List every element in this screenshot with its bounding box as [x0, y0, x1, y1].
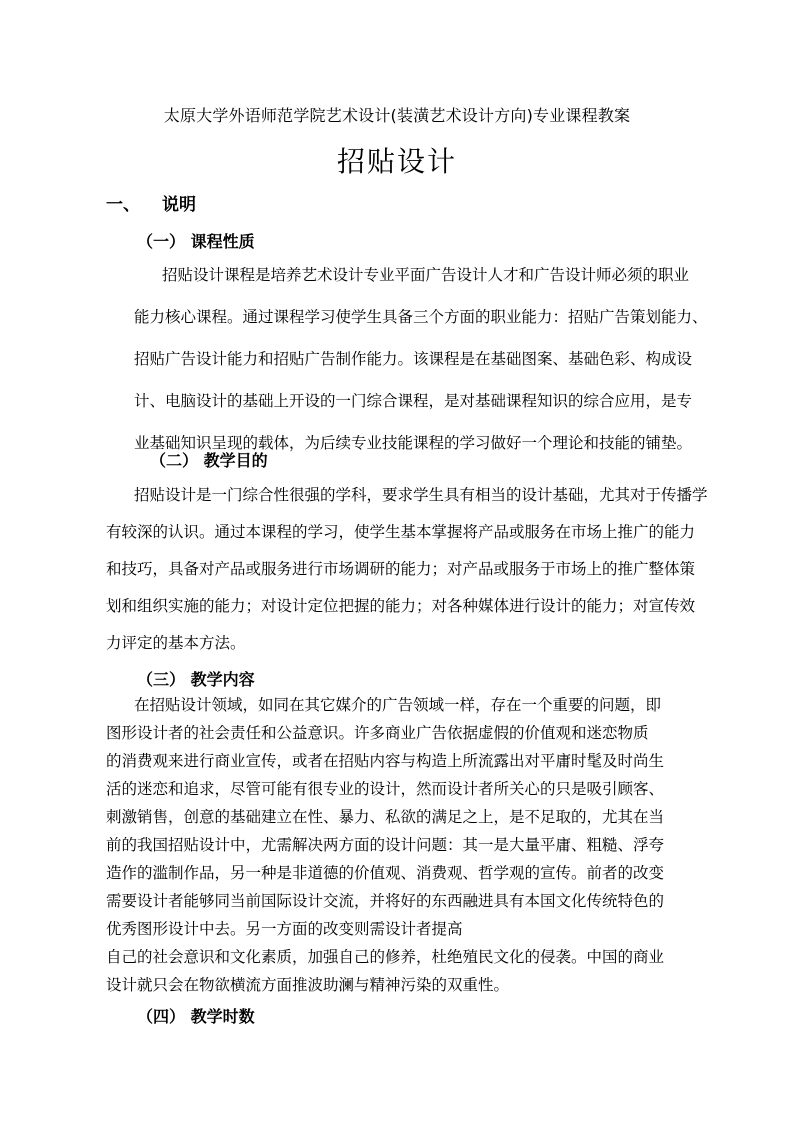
text-line: 力评定的基本方法。 — [106, 634, 246, 652]
section-label: 说明 — [162, 195, 196, 215]
text-line: 和技巧，具备对产品或服务进行市场调研的能力；对产品或服务于市场上的推广整体策 — [106, 560, 696, 578]
text-line: 自己的社会意识和文化素质，加强自己的修养，杜绝殖民文化的侵袭。中国的商业 — [106, 948, 665, 966]
text-line: 能力核心课程。通过课程学习使学生具备三个方面的职业能力：招贴广告策划能力、 — [134, 308, 708, 326]
subsection-heading-2: （二） 教学目的 — [150, 451, 268, 470]
subsection-heading-1: （一） 课程性质 — [137, 232, 255, 251]
text-line: 有较深的认识。通过本课程的学习，使学生基本掌握将产品或服务在市场上推广的能力 — [106, 523, 696, 541]
text-line: 设计就只会在物欲横流方面推波助澜与精神污染的双重性。 — [106, 976, 510, 994]
text-line: 活的迷恋和追求，尽管可能有很专业的设计，然而设计者所关心的只是吸引顾客、 — [106, 780, 665, 798]
text-line: 招贴设计课程是培养艺术设计专业平面广告设计人才和广告设计师必须的职业 — [162, 266, 690, 284]
text-line: 招贴广告设计能力和招贴广告制作能力。该课程是在基础图案、基础色彩、构成设 — [134, 350, 693, 368]
text-line: 计、电脑设计的基础上开设的一门综合课程，是对基础课程知识的综合应用，是专 — [134, 392, 693, 410]
text-line: 图形设计者的社会责任和公益意识。许多商业广告依据虚假的价值观和迷恋物质 — [106, 724, 649, 742]
section-heading-1 — [106, 190, 196, 215]
paragraph-teaching-goal — [106, 477, 708, 662]
text-line: 的消费观来进行商业宣传，或者在招贴内容与构造上所流露出对平庸时髦及时尚生 — [106, 752, 665, 770]
paragraph-teaching-content — [106, 691, 688, 999]
course-header: 太原大学外语师范学院艺术设计(装潢艺术设计方向)专业课程教案 — [163, 106, 631, 125]
text-line: 前的我国招贴设计中，尤需解决两方面的设计问题：其一是大量平庸、粗糙、浮夸 — [106, 836, 665, 854]
text-line: 招贴设计是一门综合性很强的学科，要求学生具有相当的设计基础，尤其对于传播学 — [134, 486, 708, 504]
subsection-heading-4: （四） 教学时数 — [137, 1007, 255, 1026]
subsection-heading-3: （三） 教学内容 — [137, 670, 255, 689]
section-number: 一、 — [106, 195, 140, 215]
text-line: 在招贴设计领域，如同在其它媒介的广告领域一样，存在一个重要的问题，即 — [134, 696, 662, 714]
page-title: 招贴设计 — [336, 145, 457, 178]
text-line: 刺激销售，创意的基础建立在性、暴力、私欲的满足之上，是不足取的，尤其在当 — [106, 808, 665, 826]
paragraph-course-nature — [106, 254, 708, 464]
text-line: 划和组织实施的能力；对设计定位把握的能力；对各种媒体进行设计的能力；对宣传效 — [106, 597, 696, 615]
text-line: 业基础知识呈现的载体，为后续专业技能课程的学习做好一个理论和技能的铺垫。 — [134, 434, 693, 452]
text-line: 优秀图形设计中去。另一方面的改变则需设计者提高 — [106, 920, 463, 938]
text-line: 造作的滥制作品，另一种是非道德的价值观、消费观、哲学观的宣传。前者的改变 — [106, 864, 665, 882]
text-line: 需要设计者能够同当前国际设计交流，并将好的东西融进具有本国文化传统特色的 — [106, 892, 665, 910]
